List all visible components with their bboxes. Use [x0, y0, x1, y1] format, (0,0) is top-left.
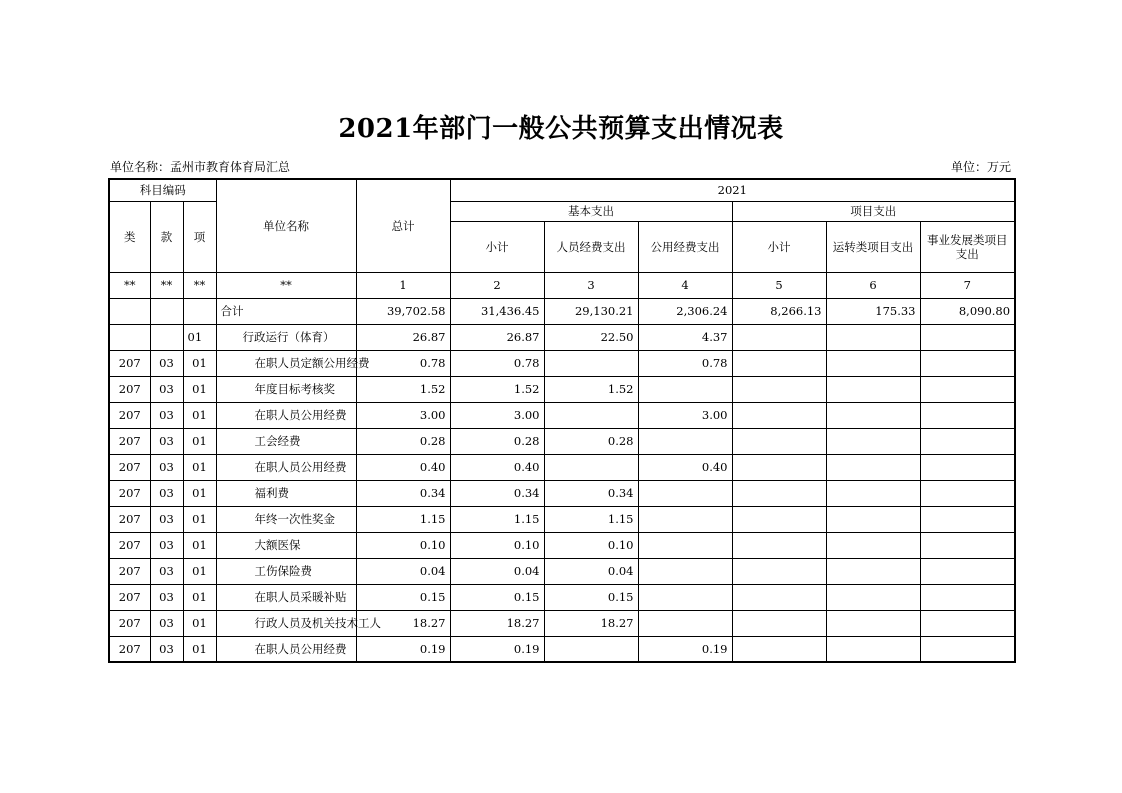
- amount-cell: 1.52: [450, 376, 544, 402]
- category-code: 207: [109, 402, 150, 428]
- amount-cell: 0.04: [356, 558, 450, 584]
- amount-cell: 0.78: [356, 350, 450, 376]
- index-cell: 2: [450, 272, 544, 298]
- amount-cell: 0.28: [356, 428, 450, 454]
- index-row: [109, 272, 1015, 298]
- table-row: [109, 584, 1015, 610]
- unit-name-cell: 在职人员采暖补贴: [216, 584, 356, 610]
- amount-cell: [826, 532, 920, 558]
- item-code: 01: [183, 636, 216, 662]
- section-code: 03: [150, 558, 183, 584]
- section-code: 03: [150, 506, 183, 532]
- index-cell: **: [109, 272, 150, 298]
- amount-cell: 1.52: [544, 376, 638, 402]
- amount-cell: 18.27: [544, 610, 638, 636]
- amount-cell: 0.78: [638, 350, 732, 376]
- item-code: 01: [183, 480, 216, 506]
- amount-cell: [826, 402, 920, 428]
- amount-cell: 26.87: [450, 324, 544, 350]
- amount-cell: 3.00: [638, 402, 732, 428]
- header-project-expense: 项目支出: [732, 201, 1015, 221]
- amount-cell: 0.19: [638, 636, 732, 662]
- amount-cell: [638, 506, 732, 532]
- amount-cell: 0.15: [450, 584, 544, 610]
- index-cell: **: [216, 272, 356, 298]
- amount-cell: [920, 376, 1015, 402]
- amount-cell: 3.00: [450, 402, 544, 428]
- index-cell: 5: [732, 272, 826, 298]
- unit-name-cell: 行政运行（体育）: [216, 324, 356, 350]
- section-code: 03: [150, 532, 183, 558]
- amount-cell: [826, 428, 920, 454]
- amount-cell: [544, 350, 638, 376]
- section-code: 03: [150, 454, 183, 480]
- table-row: [109, 454, 1015, 480]
- amount-cell: 0.78: [450, 350, 544, 376]
- unit-name-cell: 在职人员公用经费: [216, 454, 356, 480]
- total-category: [109, 298, 150, 324]
- header-year: 2021: [450, 179, 1015, 201]
- index-cell: 6: [826, 272, 920, 298]
- amount-cell: [920, 636, 1015, 662]
- unit-name-cell: 工伤保险费: [216, 558, 356, 584]
- amount-cell: 0.34: [356, 480, 450, 506]
- item-code: 01: [183, 558, 216, 584]
- amount-cell: [638, 584, 732, 610]
- item-code: 01: [183, 584, 216, 610]
- amount-cell: 1.15: [356, 506, 450, 532]
- section-code: [150, 324, 183, 350]
- amount-cell: [920, 558, 1015, 584]
- index-cell: 1: [356, 272, 450, 298]
- amount-cell: [732, 428, 826, 454]
- category-code: 207: [109, 506, 150, 532]
- amount-cell: [920, 428, 1015, 454]
- amount-cell: [826, 454, 920, 480]
- amount-cell: [826, 376, 920, 402]
- amount-cell: 0.15: [356, 584, 450, 610]
- amount-cell: 0.28: [544, 428, 638, 454]
- table-row: [109, 532, 1015, 558]
- header-subject-code: 科目编码: [109, 179, 216, 201]
- table-row: [109, 558, 1015, 584]
- section-code: 03: [150, 636, 183, 662]
- amount-cell: 18.27: [450, 610, 544, 636]
- index-cell: 4: [638, 272, 732, 298]
- item-code: 01: [183, 532, 216, 558]
- header-unit-name: 单位名称: [216, 179, 356, 272]
- category-code: 207: [109, 428, 150, 454]
- amount-cell: [732, 376, 826, 402]
- category-code: 207: [109, 376, 150, 402]
- total-value: 31,436.45: [450, 298, 544, 324]
- index-cell: 7: [920, 272, 1015, 298]
- section-code: 03: [150, 610, 183, 636]
- amount-cell: 0.19: [450, 636, 544, 662]
- unit-name-cell: 工会经费: [216, 428, 356, 454]
- amount-cell: [732, 454, 826, 480]
- category-code: 207: [109, 558, 150, 584]
- category-code: 207: [109, 610, 150, 636]
- amount-cell: 0.10: [544, 532, 638, 558]
- unit-name-cell: 在职人员公用经费: [216, 636, 356, 662]
- table-row: [109, 480, 1015, 506]
- category-code: 207: [109, 480, 150, 506]
- table-row: [109, 636, 1015, 662]
- section-code: 03: [150, 376, 183, 402]
- index-cell: 3: [544, 272, 638, 298]
- amount-cell: [732, 480, 826, 506]
- item-code: 01: [183, 428, 216, 454]
- amount-cell: [544, 636, 638, 662]
- amount-cell: 18.27: [356, 610, 450, 636]
- unit-label: 单位：万元: [951, 160, 1012, 174]
- amount-cell: [732, 636, 826, 662]
- item-code: 01: [183, 454, 216, 480]
- item-code: 01: [183, 350, 216, 376]
- amount-cell: [920, 324, 1015, 350]
- section-code: 03: [150, 428, 183, 454]
- amount-cell: 0.19: [356, 636, 450, 662]
- index-cell: **: [150, 272, 183, 298]
- header-development: 事业发展类项目支出: [920, 221, 1015, 272]
- category-code: 207: [109, 584, 150, 610]
- category-code: 207: [109, 532, 150, 558]
- amount-cell: [732, 506, 826, 532]
- total-value: 8,266.13: [732, 298, 826, 324]
- item-code: 01: [183, 376, 216, 402]
- amount-cell: [732, 350, 826, 376]
- amount-cell: 0.04: [544, 558, 638, 584]
- header-subtotal: 小计: [450, 221, 544, 272]
- amount-cell: [920, 402, 1015, 428]
- amount-cell: 1.15: [544, 506, 638, 532]
- amount-cell: [732, 532, 826, 558]
- unit-name-cell: 大额医保: [216, 532, 356, 558]
- total-value: 2,306.24: [638, 298, 732, 324]
- amount-cell: [732, 610, 826, 636]
- header-public: 公用经费支出: [638, 221, 732, 272]
- amount-cell: [826, 558, 920, 584]
- page-title: 2021年部门一般公共预算支出情况表: [338, 114, 784, 144]
- amount-cell: 0.10: [356, 532, 450, 558]
- header-basic-expense: 基本支出: [450, 201, 732, 221]
- unit-name-cell: 年终一次性奖金: [216, 506, 356, 532]
- amount-cell: 0.10: [450, 532, 544, 558]
- unit-name-label: 单位名称：孟州市教育体育局汇总: [110, 160, 291, 174]
- table-row: [109, 610, 1015, 636]
- total-value: 8,090.80: [920, 298, 1015, 324]
- amount-cell: [920, 350, 1015, 376]
- amount-cell: 0.40: [450, 454, 544, 480]
- total-row: [109, 298, 1015, 324]
- amount-cell: [920, 454, 1015, 480]
- amount-cell: [544, 454, 638, 480]
- amount-cell: [920, 610, 1015, 636]
- total-item: [183, 298, 216, 324]
- amount-cell: [826, 506, 920, 532]
- amount-cell: [638, 610, 732, 636]
- total-value: 29,130.21: [544, 298, 638, 324]
- section-code: 03: [150, 584, 183, 610]
- category-code: 207: [109, 350, 150, 376]
- item-code: 01: [183, 402, 216, 428]
- header-transfer: 运转类项目支出: [826, 221, 920, 272]
- total-value: 175.33: [826, 298, 920, 324]
- amount-cell: [826, 480, 920, 506]
- amount-cell: 0.40: [638, 454, 732, 480]
- unit-name-cell: 行政人员及机关技术工人: [216, 610, 356, 636]
- item-code: 01: [183, 324, 216, 350]
- amount-cell: 0.34: [450, 480, 544, 506]
- amount-cell: [826, 350, 920, 376]
- section-code: 03: [150, 402, 183, 428]
- amount-cell: 1.15: [450, 506, 544, 532]
- item-code: 01: [183, 506, 216, 532]
- amount-cell: [920, 506, 1015, 532]
- amount-cell: 0.04: [450, 558, 544, 584]
- header-total: 总计: [356, 179, 450, 272]
- header-section: 款: [150, 201, 183, 272]
- amount-cell: 26.87: [356, 324, 450, 350]
- amount-cell: [732, 558, 826, 584]
- amount-cell: 0.34: [544, 480, 638, 506]
- amount-cell: 0.40: [356, 454, 450, 480]
- amount-cell: 22.50: [544, 324, 638, 350]
- amount-cell: 0.28: [450, 428, 544, 454]
- amount-cell: [826, 584, 920, 610]
- amount-cell: 1.52: [356, 376, 450, 402]
- amount-cell: [638, 480, 732, 506]
- table-row: [109, 506, 1015, 532]
- index-cell: **: [183, 272, 216, 298]
- amount-cell: [826, 636, 920, 662]
- section-code: 03: [150, 480, 183, 506]
- table-row: [109, 376, 1015, 402]
- amount-cell: 4.37: [638, 324, 732, 350]
- header-project-subtotal: 小计: [732, 221, 826, 272]
- unit-name-cell: 福利费: [216, 480, 356, 506]
- amount-cell: [638, 532, 732, 558]
- amount-cell: [638, 558, 732, 584]
- amount-cell: [638, 376, 732, 402]
- amount-cell: 0.15: [544, 584, 638, 610]
- category-code: [109, 324, 150, 350]
- header-personnel: 人员经费支出: [544, 221, 638, 272]
- amount-cell: [920, 584, 1015, 610]
- amount-cell: [826, 324, 920, 350]
- unit-name-cell: 在职人员定额公用经费: [216, 350, 356, 376]
- amount-cell: [920, 532, 1015, 558]
- unit-name-cell: 在职人员公用经费: [216, 402, 356, 428]
- item-code: 01: [183, 610, 216, 636]
- table-row: [109, 402, 1015, 428]
- amount-cell: [732, 324, 826, 350]
- amount-cell: [920, 480, 1015, 506]
- table-row: [109, 324, 1015, 350]
- total-section: [150, 298, 183, 324]
- amount-cell: 3.00: [356, 402, 450, 428]
- header-category: 类: [109, 201, 150, 272]
- category-code: 207: [109, 636, 150, 662]
- amount-cell: [826, 610, 920, 636]
- header-item: 项: [183, 201, 216, 272]
- total-value: 39,702.58: [356, 298, 450, 324]
- total-label: 合计: [216, 298, 356, 324]
- unit-name-cell: 年度目标考核奖: [216, 376, 356, 402]
- budget-table: [108, 178, 1016, 663]
- amount-cell: [732, 584, 826, 610]
- table-row: [109, 428, 1015, 454]
- amount-cell: [732, 402, 826, 428]
- section-code: 03: [150, 350, 183, 376]
- category-code: 207: [109, 454, 150, 480]
- amount-cell: [638, 428, 732, 454]
- table-row: [109, 350, 1015, 376]
- amount-cell: [544, 402, 638, 428]
